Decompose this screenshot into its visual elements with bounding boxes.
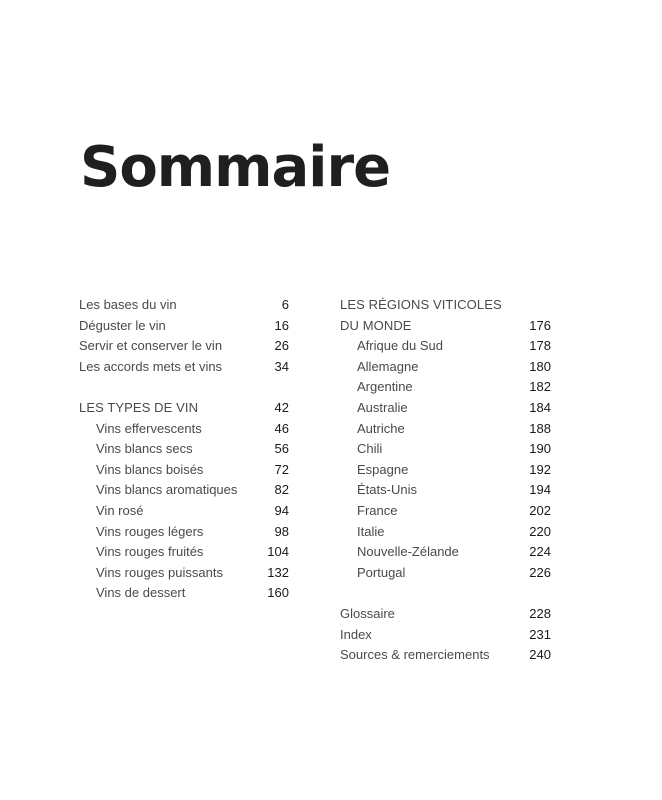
section-spacer (340, 583, 551, 604)
toc-section-heading[interactable] (79, 398, 289, 419)
toc-entry-page: 224 (529, 544, 551, 560)
toc-heading-label: LES RÉGIONS VITICOLES (340, 297, 502, 312)
toc-entry-label: Italie (357, 523, 385, 539)
toc-entry-page: 226 (529, 564, 551, 580)
toc-subentry[interactable] (79, 563, 289, 584)
toc-subentry[interactable] (340, 377, 551, 398)
toc-entry-label: Afrique du Sud (357, 338, 444, 354)
toc-entry-label: Argentine (357, 379, 413, 395)
toc-heading-label: DU MONDE (340, 317, 412, 333)
toc-entry-page: 180 (529, 358, 551, 374)
toc-entry-label: Chili (357, 441, 383, 457)
toc-entry-label: Allemagne (357, 358, 419, 374)
toc-entry-label: Vin rosé (96, 502, 144, 518)
toc-entry-page: 132 (267, 564, 289, 580)
toc-subentry[interactable] (340, 542, 551, 563)
toc-entry-page: 94 (274, 502, 289, 518)
toc-subentry[interactable] (79, 439, 289, 460)
toc-entry-label: Les bases du vin (79, 297, 177, 312)
toc-entry-page: 46 (274, 420, 289, 436)
toc-heading-page: 42 (274, 399, 289, 415)
toc-entry-page: 188 (529, 420, 551, 436)
toc-entry-page: 82 (274, 482, 289, 498)
toc-subentry[interactable] (340, 357, 551, 378)
toc-entry-label: Autriche (357, 420, 405, 436)
toc-entry-label: Vins blancs boisés (96, 461, 204, 477)
toc-subentry[interactable] (79, 419, 289, 440)
toc-heading-page: 176 (529, 317, 551, 333)
toc-group-wine-types (79, 398, 289, 604)
toc-subentry[interactable] (340, 439, 551, 460)
toc-entry[interactable] (79, 295, 289, 316)
toc-subentry[interactable] (79, 542, 289, 563)
toc-entry-page: 184 (529, 399, 551, 415)
toc-entry-label: Index (340, 626, 372, 642)
toc-entry[interactable] (79, 357, 289, 378)
toc-entry-label: Vins effervescents (96, 420, 202, 436)
toc-entry-label: Vins blancs aromatiques (96, 482, 238, 498)
toc-entry-label: Vins rouges légers (96, 523, 204, 539)
toc-entry-label: Vins rouges puissants (96, 564, 223, 580)
toc-subentry[interactable] (340, 336, 551, 357)
toc-entry-page: 231 (529, 626, 551, 642)
toc-entry-label: Glossaire (340, 605, 395, 621)
toc-entry-label: Portugal (357, 564, 406, 580)
toc-right-column (340, 295, 551, 666)
toc-heading-label: LES TYPES DE VIN (79, 399, 199, 415)
toc-subentry[interactable] (340, 563, 551, 584)
toc-entry-label: France (357, 502, 398, 518)
toc-subentry[interactable] (340, 480, 551, 501)
toc-entry-page: 182 (529, 379, 551, 395)
toc-entry-page: 190 (529, 441, 551, 457)
toc-entry[interactable] (340, 625, 551, 646)
toc-subentry[interactable] (79, 480, 289, 501)
toc-left-column (79, 295, 289, 604)
toc-entry-page: 202 (529, 502, 551, 518)
toc-section-heading-line1[interactable] (340, 295, 551, 316)
toc-section-heading-line2[interactable] (340, 316, 551, 337)
toc-entry[interactable] (340, 645, 551, 666)
toc-subentry[interactable] (79, 460, 289, 481)
toc-subentry[interactable] (79, 583, 289, 604)
toc-entry-page: 192 (529, 461, 551, 477)
toc-entry-page: 194 (529, 482, 551, 498)
toc-entry-page: 34 (274, 358, 289, 374)
toc-subentry[interactable] (79, 522, 289, 543)
toc-entry-page: 56 (274, 441, 289, 457)
toc-subentry[interactable] (340, 398, 551, 419)
toc-entry-page: 220 (529, 523, 551, 539)
toc-entry-page: 16 (274, 317, 289, 333)
toc-entry-page: 178 (529, 338, 551, 354)
toc-entry-label: Nouvelle-Zélande (357, 544, 459, 560)
toc-entry-label: États-Unis (357, 482, 417, 498)
toc-entry-label: Les accords mets et vins (79, 358, 223, 374)
toc-subentry[interactable] (340, 419, 551, 440)
toc-entry-label: Vins rouges fruités (96, 544, 204, 560)
toc-subentry[interactable] (340, 460, 551, 481)
toc-entry-label: Vins blancs secs (96, 441, 193, 457)
toc-subentry[interactable] (340, 501, 551, 522)
page-title: Sommaire (80, 135, 391, 200)
toc-entry-label: Sources & remerciements (340, 647, 490, 663)
toc-entry-label: Servir et conserver le vin (79, 338, 223, 354)
toc-entry-page: 240 (529, 647, 551, 663)
toc-entry-page: 104 (267, 544, 289, 560)
toc-subentry[interactable] (79, 501, 289, 522)
toc-entry-page: 160 (267, 585, 289, 601)
toc-entry-label: Australie (357, 399, 408, 415)
toc-group-basics (79, 295, 289, 377)
toc-entry-label: Vins de dessert (96, 585, 186, 601)
toc-entry-page: 72 (274, 461, 289, 477)
toc-entry[interactable] (340, 604, 551, 625)
toc-entry-page: 228 (529, 605, 551, 621)
section-spacer (79, 377, 289, 398)
toc-entry-page: 6 (281, 297, 289, 312)
toc-entry-label: Espagne (357, 461, 409, 477)
toc-entry[interactable] (79, 336, 289, 357)
toc-entry-page: 98 (274, 523, 289, 539)
toc-entry-label: Déguster le vin (79, 317, 166, 333)
toc-group-appendix (340, 604, 551, 666)
toc-subentry[interactable] (340, 522, 551, 543)
toc-entry-page: 26 (274, 338, 289, 354)
toc-entry[interactable] (79, 316, 289, 337)
toc-group-regions (340, 295, 551, 583)
